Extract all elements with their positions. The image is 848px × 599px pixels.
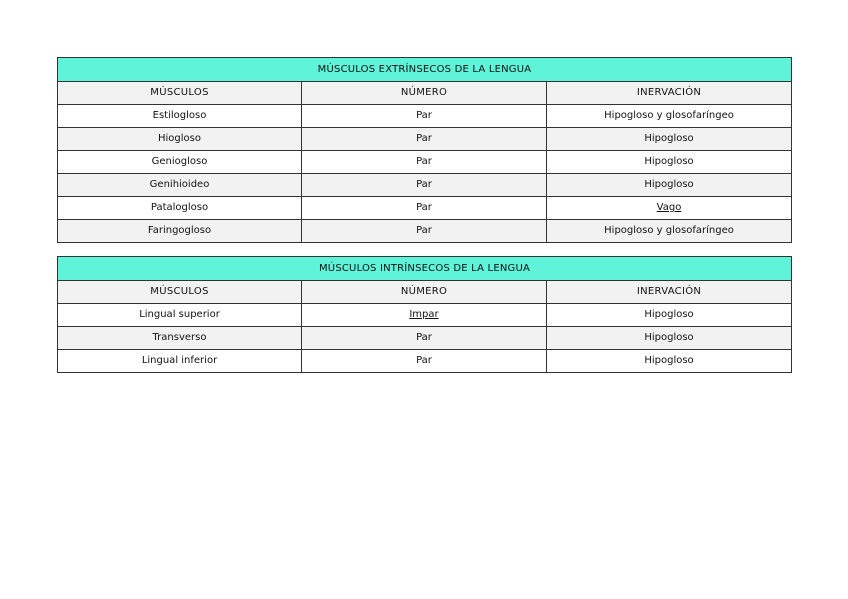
muscle-cell: Patalogloso <box>58 197 302 220</box>
innervation-cell: Hipogloso <box>547 304 792 327</box>
table-title-row <box>58 257 792 281</box>
column-header-innervation: INERVACIÓN <box>547 281 792 304</box>
extrinsic-table-title: MÚSCULOS EXTRÍNSECOS DE LA LENGUA <box>58 58 792 82</box>
number-cell: Par <box>302 174 547 197</box>
muscle-cell: Lingual superior <box>58 304 302 327</box>
innervation-cell: Hipogloso <box>547 128 792 151</box>
table-title-row <box>58 58 792 82</box>
column-header-muscles: MÚSCULOS <box>58 82 302 105</box>
muscle-cell: Geniogloso <box>58 151 302 174</box>
muscle-cell: Lingual inferior <box>58 350 302 373</box>
table-row <box>58 174 792 197</box>
vago-underlined-text[interactable]: Vago <box>656 202 682 213</box>
innervation-cell: Hipogloso y glosofaríngeo <box>547 105 792 128</box>
table-row <box>58 304 792 327</box>
number-cell: Par <box>302 350 547 373</box>
number-cell: Par <box>302 220 547 243</box>
extrinsic-muscles-table <box>57 57 792 243</box>
table-row <box>58 197 792 220</box>
table-row <box>58 128 792 151</box>
innervation-cell: Hipogloso <box>547 174 792 197</box>
number-cell: Par <box>302 105 547 128</box>
innervation-cell-link[interactable] <box>547 197 792 220</box>
column-header-innervation: INERVACIÓN <box>547 82 792 105</box>
number-cell: Par <box>302 327 547 350</box>
muscle-cell: Estilogloso <box>58 105 302 128</box>
intrinsic-table-title: MÚSCULOS INTRÍNSECOS DE LA LENGUA <box>58 257 792 281</box>
column-header-muscles: MÚSCULOS <box>58 281 302 304</box>
table-row <box>58 327 792 350</box>
muscle-cell: Hiogloso <box>58 128 302 151</box>
number-cell: Par <box>302 151 547 174</box>
table-header-row <box>58 281 792 304</box>
number-cell-link[interactable] <box>302 304 547 327</box>
intrinsic-muscles-table <box>57 256 792 373</box>
muscle-cell: Faringogloso <box>58 220 302 243</box>
table-row <box>58 105 792 128</box>
table-header-row <box>58 82 792 105</box>
innervation-cell: Hipogloso <box>547 151 792 174</box>
column-header-number: NÚMERO <box>302 281 547 304</box>
table-row <box>58 220 792 243</box>
innervation-cell: Hipogloso <box>547 327 792 350</box>
table-row <box>58 350 792 373</box>
number-cell: Par <box>302 128 547 151</box>
innervation-cell: Hipogloso <box>547 350 792 373</box>
muscle-cell: Transverso <box>58 327 302 350</box>
muscle-cell: Genihioideo <box>58 174 302 197</box>
column-header-number: NÚMERO <box>302 82 547 105</box>
impar-underlined-text[interactable]: Impar <box>409 309 439 320</box>
innervation-cell: Hipogloso y glosofaríngeo <box>547 220 792 243</box>
number-cell: Par <box>302 197 547 220</box>
table-row <box>58 151 792 174</box>
